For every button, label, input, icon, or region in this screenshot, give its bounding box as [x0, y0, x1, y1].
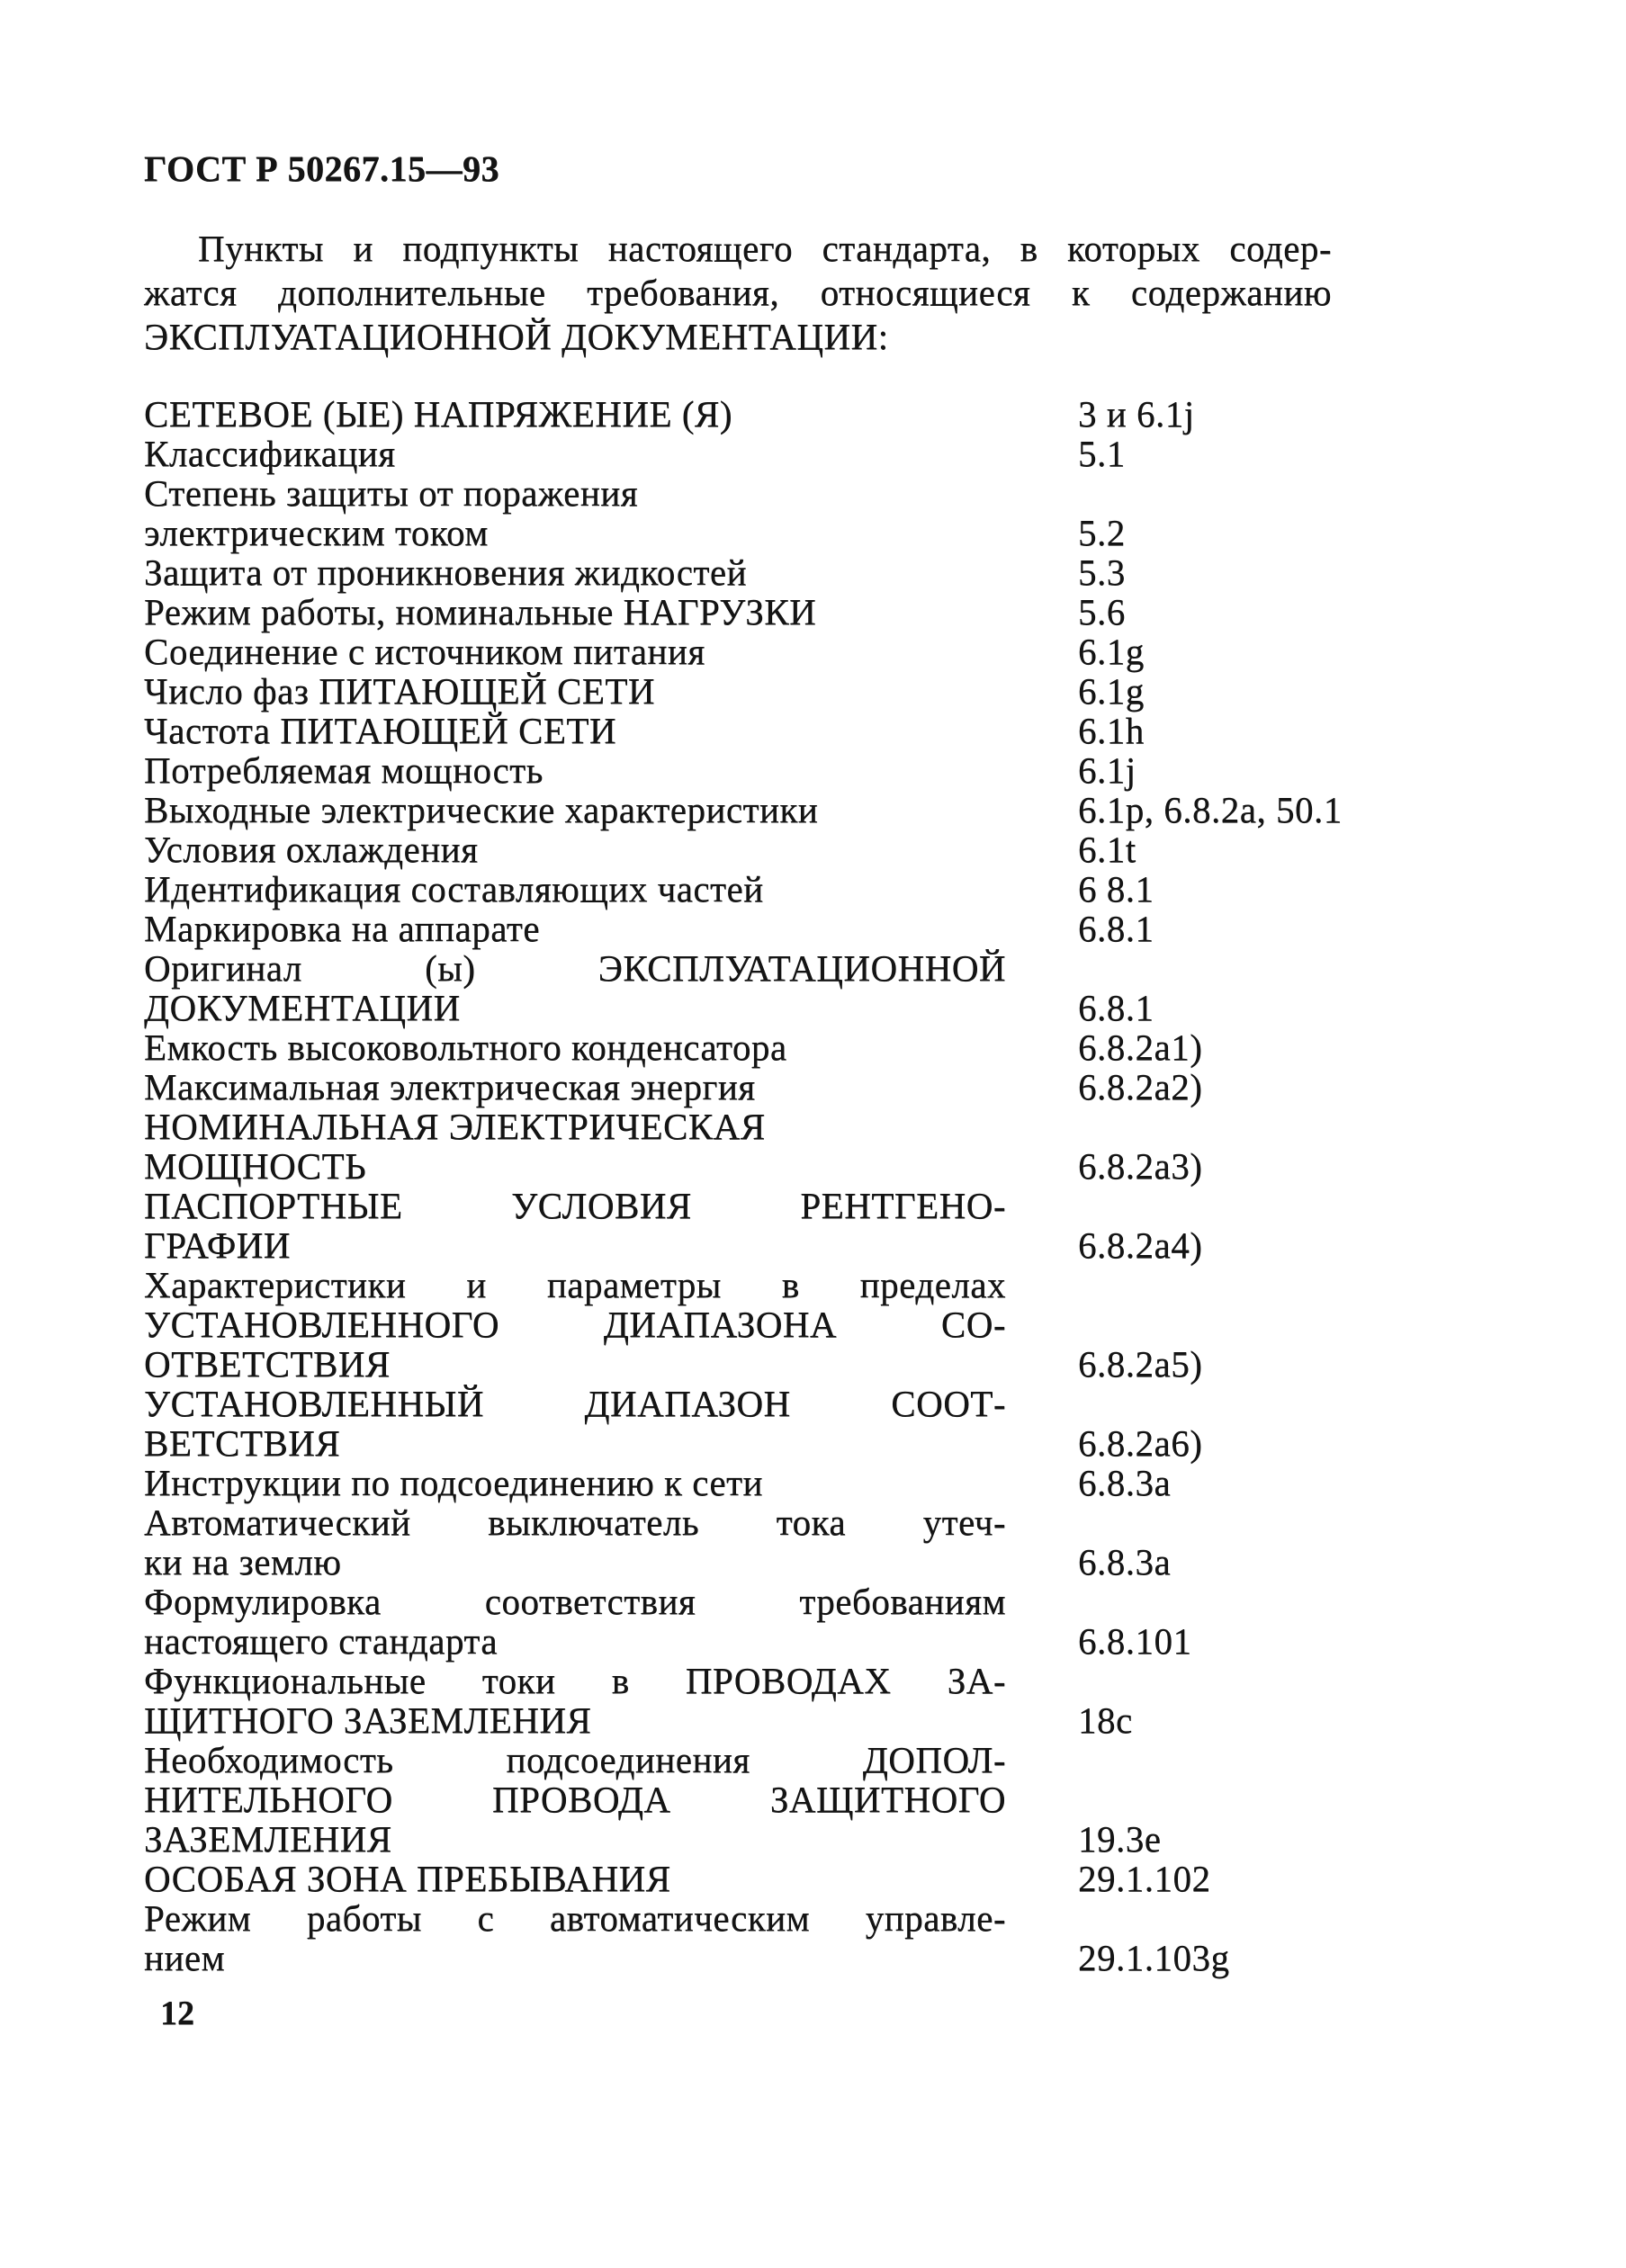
- index-item: [144, 1463, 1602, 1502]
- index-item-title: [144, 1384, 1006, 1463]
- index-item-title: [144, 1661, 1006, 1740]
- index-item-title: [144, 829, 1006, 869]
- index-item-line: Идентификация составляющих частей: [144, 868, 764, 910]
- index-item: [144, 829, 1602, 869]
- index-item-ref: 6.8.3a: [1078, 1462, 1172, 1503]
- index-item: [144, 592, 1602, 632]
- index-item: [144, 909, 1602, 948]
- index-item: [144, 750, 1602, 790]
- index-item-title: [144, 1859, 1006, 1898]
- index-list: [144, 394, 1602, 1977]
- index-item-line: Степень защиты от поражения: [144, 472, 639, 514]
- index-item-title: [144, 909, 1006, 948]
- index-item-ref: 6.8.2a1): [1078, 1026, 1203, 1068]
- index-item-line: УСТАНОВЛЕННЫЙ ДИАПАЗОН СООТ-: [144, 1383, 1006, 1424]
- index-item-line: Оригинал (ы) ЭКСПЛУАТАЦИОННОЙ: [144, 947, 1006, 989]
- index-item-line: Характеристики и параметры в пределах: [144, 1264, 1006, 1305]
- index-item: [144, 1067, 1602, 1107]
- index-item: [144, 1265, 1602, 1384]
- index-item-ref: 6 8.1: [1078, 868, 1154, 910]
- index-item-ref: 19.3e: [1078, 1818, 1162, 1860]
- index-item: [144, 711, 1602, 750]
- index-item-line: Выходные электрические характеристики: [144, 789, 819, 830]
- index-item-ref: 6.1p, 6.8.2a, 50.1: [1078, 789, 1343, 830]
- index-item-ref: 29.1.103g: [1078, 1937, 1230, 1978]
- index-item-ref: 6.8.1: [1078, 908, 1154, 949]
- index-item-ref: 6.1j: [1078, 749, 1136, 791]
- index-item-line: Режим работы с автоматическим управле-: [144, 1897, 1006, 1939]
- index-item-ref: 6.8.101: [1078, 1620, 1192, 1662]
- index-item-line: Потребляемая мощность: [144, 749, 543, 791]
- index-item-title: [144, 671, 1006, 711]
- index-item: [144, 1502, 1602, 1582]
- index-item-line: настоящего стандарта: [144, 1620, 498, 1662]
- index-item-line: нием: [144, 1937, 226, 1978]
- page-number: 12: [160, 1995, 194, 2032]
- index-item-line: Режим работы, номинальные НАГРУЗКИ: [144, 591, 817, 632]
- index-item-title: [144, 1898, 1006, 1977]
- index-item-line: Классификация: [144, 433, 396, 474]
- index-item: [144, 434, 1602, 473]
- index-item-title: [144, 1067, 1006, 1107]
- intro-line: Пункты и подпункты настоящего стандарта, в которых содер-: [198, 228, 1332, 269]
- index-item-ref: 6.8.2a4): [1078, 1224, 1203, 1266]
- index-item-ref: 6.8.2a2): [1078, 1066, 1203, 1107]
- index-item-line: ОТВЕТСТВИЯ: [144, 1343, 391, 1385]
- index-item-ref: 6.8.2a6): [1078, 1422, 1203, 1464]
- index-item-line: ОСОБАЯ ЗОНА ПРЕБЫВАНИЯ: [144, 1858, 671, 1899]
- index-item-ref: 29.1.102: [1078, 1858, 1211, 1899]
- index-item: [144, 632, 1602, 671]
- index-item: [144, 1898, 1602, 1977]
- index-item: [144, 1859, 1602, 1898]
- index-item-ref: 5.1: [1078, 433, 1126, 474]
- index-item: [144, 473, 1602, 552]
- index-item-line: Защита от проникновения жидкостей: [144, 551, 747, 593]
- index-item-title: [144, 552, 1006, 592]
- index-item-title: [144, 1463, 1006, 1502]
- index-item-line: Инструкции по подсоединению к сети: [144, 1462, 763, 1503]
- index-item: [144, 948, 1602, 1027]
- index-item-line: ки на землю: [144, 1541, 342, 1582]
- index-item-ref: 6.1h: [1078, 710, 1145, 751]
- index-item-title: [144, 1027, 1006, 1067]
- intro-paragraph: [144, 227, 1332, 359]
- index-item-ref: 6.8.1: [1078, 987, 1154, 1028]
- index-item-ref: 18c: [1078, 1699, 1133, 1741]
- index-item-ref: 6.8.2a3): [1078, 1145, 1203, 1187]
- index-item-line: НИТЕЛЬНОГО ПРОВОДА ЗАЩИТНОГО: [144, 1779, 1006, 1820]
- index-item-ref: 6.1g: [1078, 631, 1145, 672]
- index-item-title: [144, 1186, 1006, 1265]
- index-item-title: [144, 394, 1006, 434]
- index-item-title: [144, 1582, 1006, 1661]
- index-item-title: [144, 948, 1006, 1027]
- index-item-line: МОЩНОСТЬ: [144, 1145, 367, 1187]
- index-item-ref: 3 и 6.1j: [1078, 393, 1195, 435]
- index-item: [144, 1661, 1602, 1740]
- index-item: [144, 1582, 1602, 1661]
- index-item: [144, 1027, 1602, 1067]
- index-item-title: [144, 632, 1006, 671]
- index-item-title: [144, 869, 1006, 909]
- index-item-line: Маркировка на аппарате: [144, 908, 540, 949]
- index-item-ref: 6.8.3a: [1078, 1541, 1172, 1582]
- index-item-title: [144, 1107, 1006, 1186]
- index-item-line: Максимальная электрическая энергия: [144, 1066, 756, 1107]
- index-item-title: [144, 1740, 1006, 1859]
- index-item-line: Функциональные токи в ПРОВОДАХ ЗА-: [144, 1660, 1006, 1701]
- index-item-line: Формулировка соответствия требованиям: [144, 1581, 1006, 1622]
- index-item-line: Частота ПИТАЮЩЕЙ СЕТИ: [144, 710, 617, 751]
- index-item-title: [144, 790, 1006, 829]
- index-item-ref: 5.6: [1078, 591, 1126, 632]
- index-item: [144, 1107, 1602, 1186]
- index-item-line: СЕТЕВОЕ (ЫЕ) НАПРЯЖЕНИЕ (Я): [144, 393, 732, 435]
- index-item: [144, 790, 1602, 829]
- index-item-line: ЗАЗЕМЛЕНИЯ: [144, 1818, 392, 1860]
- index-item: [144, 1740, 1602, 1859]
- index-item-title: [144, 711, 1006, 750]
- index-item: [144, 671, 1602, 711]
- index-item-ref: 5.2: [1078, 512, 1126, 553]
- index-item-title: [144, 434, 1006, 473]
- index-item-line: электрическим током: [144, 512, 489, 553]
- index-item-title: [144, 750, 1006, 790]
- index-item-line: Необходимость подсоединения ДОПОЛ-: [144, 1739, 1006, 1780]
- index-item-line: Автоматический выключатель тока утеч-: [144, 1502, 1006, 1543]
- index-item-title: [144, 592, 1006, 632]
- index-item-line: ГРАФИИ: [144, 1224, 291, 1266]
- index-item-line: УСТАНОВЛЕННОГО ДИАПАЗОНА СО-: [144, 1304, 1006, 1345]
- index-item-line: Емкость высоковольтного конденсатора: [144, 1026, 787, 1068]
- index-item: [144, 394, 1602, 434]
- standard-designation: ГОСТ Р 50267.15—93: [144, 148, 500, 189]
- intro-line: жатся дополнительные требования, относящиеся к содержанию: [144, 272, 1332, 313]
- index-item: [144, 552, 1602, 592]
- index-item-ref: 6.1t: [1078, 829, 1136, 870]
- index-item-title: [144, 473, 1006, 552]
- index-item: [144, 869, 1602, 909]
- index-item: [144, 1384, 1602, 1463]
- index-item-line: ЩИТНОГО ЗАЗЕМЛЕНИЯ: [144, 1699, 592, 1741]
- index-item: [144, 1186, 1602, 1265]
- index-item-ref: 5.3: [1078, 551, 1126, 593]
- index-item-line: Условия охлаждения: [144, 829, 479, 870]
- index-item-line: Соединение с источником питания: [144, 631, 705, 672]
- index-item-line: ДОКУМЕНТАЦИИ: [144, 987, 461, 1028]
- index-item-line: ВЕТСТВИЯ: [144, 1422, 341, 1464]
- index-item-title: [144, 1265, 1006, 1384]
- index-item-line: ПАСПОРТНЫЕ УСЛОВИЯ РЕНТГЕНО-: [144, 1185, 1006, 1226]
- index-item-ref: 6.1g: [1078, 670, 1145, 712]
- index-item-line: Число фаз ПИТАЮЩЕЙ СЕТИ: [144, 670, 655, 712]
- intro-line: ЭКСПЛУАТАЦИОННОЙ ДОКУМЕНТАЦИИ:: [144, 316, 889, 357]
- index-item-line: НОМИНАЛЬНАЯ ЭЛЕКТРИЧЕСКАЯ: [144, 1106, 766, 1147]
- index-item-ref: 6.8.2a5): [1078, 1343, 1203, 1385]
- index-item-title: [144, 1502, 1006, 1582]
